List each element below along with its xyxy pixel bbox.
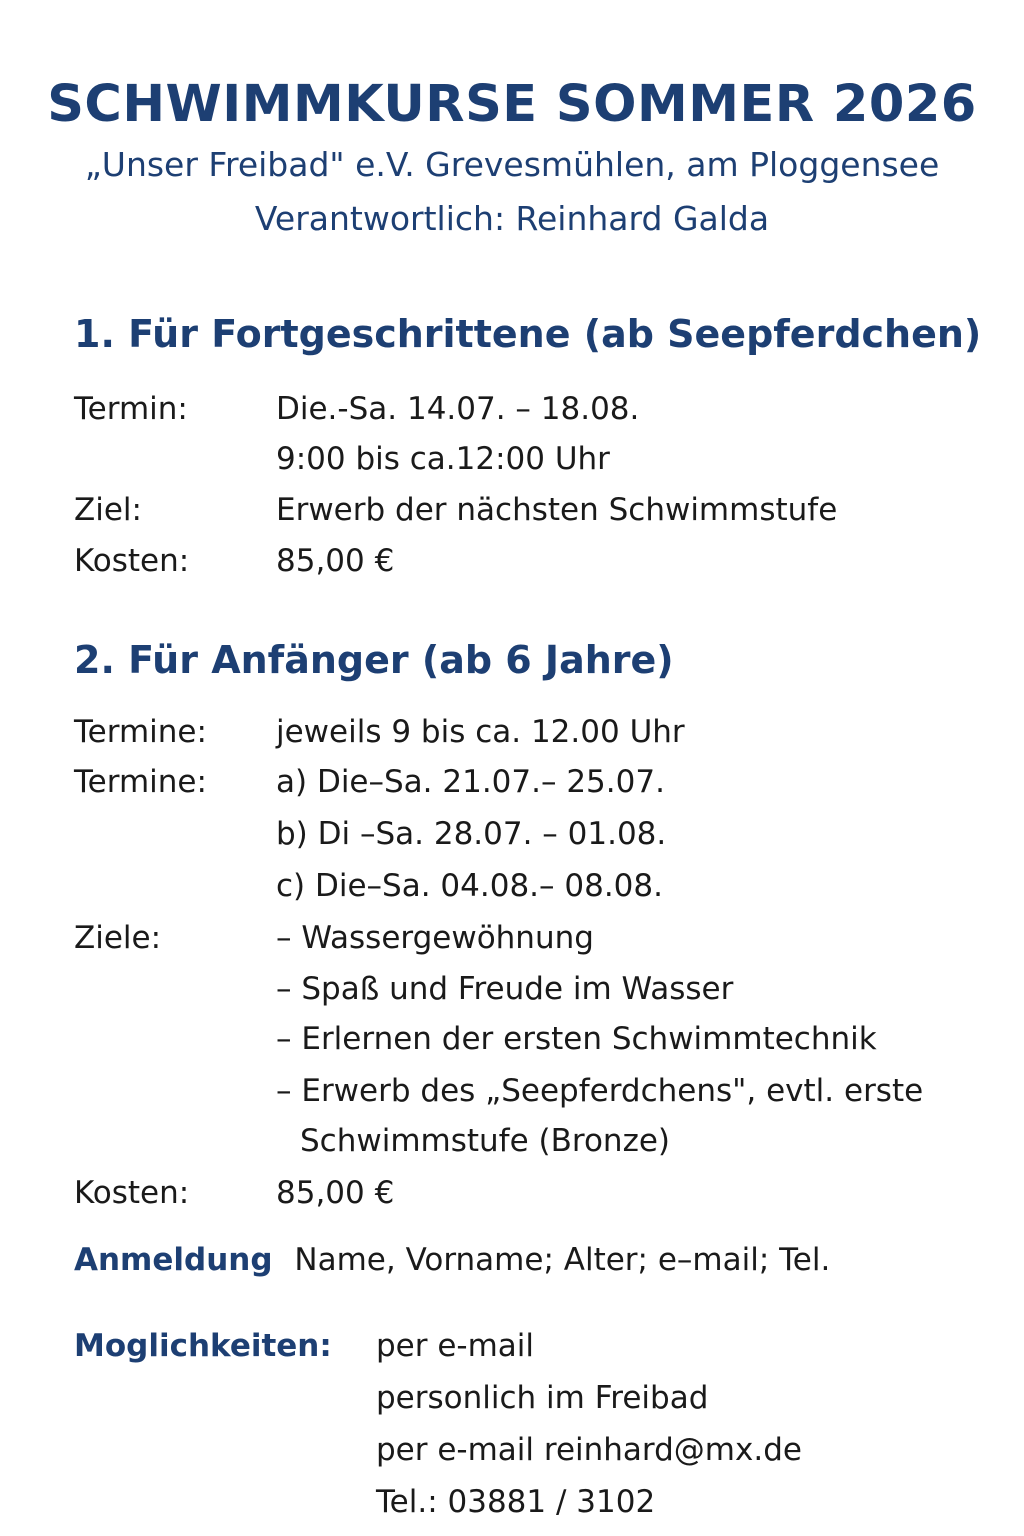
moeglichkeit-email: per e-mail reinhard@mx.de [376, 1432, 802, 1468]
ziel-label: Ziel: [74, 492, 142, 528]
anmeldung-row [74, 1235, 830, 1285]
ziel-value: Erwerb der nächsten Schwimmstufe [276, 492, 838, 528]
section1-ziel-row [74, 485, 837, 535]
section2-kosten-row [74, 1168, 394, 1218]
ziele-label: Ziele: [74, 920, 162, 956]
termin-a: a) Die–Sa. 21.07.– 25.07. [276, 764, 665, 800]
termin-label: Termin: [74, 391, 188, 427]
moeglichkeiten-label: Moglichkeiten: [74, 1328, 332, 1364]
termin-value: Die.-Sa. 14.07. – 18.08. [276, 391, 640, 427]
termin-time: 9:00 bis ca.12:00 Uhr [276, 441, 610, 477]
termine-label: Termine: [74, 714, 207, 750]
termine-label: Termine: [74, 764, 207, 800]
termin-c: c) Die–Sa. 04.08.– 08.08. [276, 868, 663, 904]
subtitle-responsible: Verantwortlich: Reinhard Galda [254, 199, 770, 238]
anmeldung-value: Name, Vorname; Alter; e–mail; Tel. [294, 1242, 831, 1278]
section2-termine-row2 [74, 757, 665, 807]
moeglichkeit-item: personlich im Freibad [376, 1380, 709, 1416]
kosten-value: 85,00 € [276, 1175, 395, 1211]
ziel-item: – Spaß und Freude im Wasser [276, 971, 734, 1007]
termin-b: b) Di –Sa. 28.07. – 01.08. [276, 816, 667, 852]
moeglichkeit-phone: Tel.: 03881 / 3102 [376, 1484, 656, 1520]
page-title: SCHWIMMKURSE SOMMER 2026 [47, 75, 977, 134]
ziel-item: – Erlernen der ersten Schwimmtechnik [276, 1021, 877, 1057]
ziel-item-continuation: Schwimmstufe (Bronze) [300, 1123, 671, 1159]
kosten-label: Kosten: [74, 543, 190, 579]
subtitle-organisation: „Unser Freibad" e.V. Grevesmühlen, am Ploggensee [84, 145, 940, 184]
section2-ziele-row [74, 913, 594, 963]
moeglichkeit-item: per e-mail [376, 1328, 535, 1364]
anmeldung-label: Anmeldung [74, 1242, 273, 1278]
section2-termine-row1 [74, 707, 685, 757]
kosten-value: 85,00 € [276, 543, 395, 579]
ziel-item: – Erwerb des „Seepferdchens", evtl. erste [276, 1073, 924, 1109]
document-header [0, 72, 1024, 246]
section1-termin-row [74, 384, 639, 434]
section1-heading: 1. Für Fortgeschrittene (ab Seepferdchen) [74, 312, 982, 356]
kosten-label: Kosten: [74, 1175, 190, 1211]
section1-kosten-row [74, 536, 394, 586]
ziel-item: – Wassergewöhnung [276, 920, 594, 956]
termine-time: jeweils 9 bis ca. 12.00 Uhr [276, 714, 685, 750]
section2-heading: 2. Für Anfänger (ab 6 Jahre) [74, 638, 674, 682]
